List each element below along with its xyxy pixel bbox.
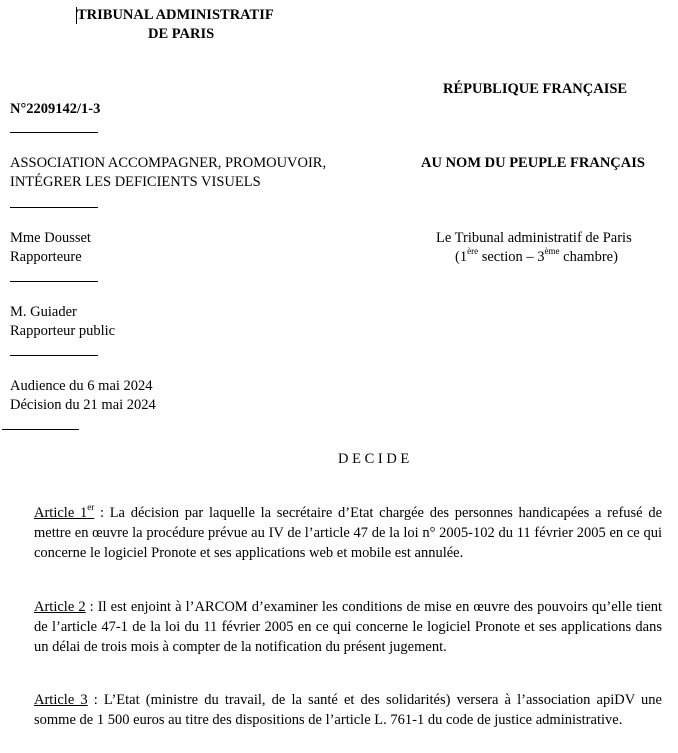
public-rapporteur-name: M. Guiader bbox=[10, 304, 77, 320]
court-name-line1: TRIBUNAL ADMINISTRATIF bbox=[77, 7, 274, 23]
section-open: (1 bbox=[455, 249, 468, 265]
party-line1: ASSOCIATION ACCOMPAGNER, PROMOUVOIR, bbox=[10, 155, 327, 171]
divider bbox=[10, 281, 98, 282]
section-mid: section – 3 bbox=[478, 249, 545, 265]
article-3-text: : L’Etat (ministre du travail, de la santé et des solidarités) versera à l’association apiDV une somme de 1 500 euros au titre des dispositions de l’article L. 761-1 du code de justice administrative. bbox=[34, 692, 662, 728]
tribunal-name: Le Tribunal administratif de Paris bbox=[436, 230, 632, 246]
divider bbox=[10, 207, 98, 208]
republic-heading: RÉPUBLIQUE FRANÇAISE bbox=[443, 81, 628, 97]
article-2-label: Article 2 bbox=[34, 599, 86, 615]
article-1-text: : La décision par laquelle la secrétaire d’Etat chargée des personnes handicapées a refusé de mettre en œuvre la procédure prévue au IV de l’article 47 de la loi n° 2005-102 du 11 février 2005 en ce qui concerne le logiciel Pronote et ses applications web et mobile est annulée. bbox=[34, 505, 662, 561]
hearing-date: Audience du 6 mai 2024 bbox=[10, 378, 153, 394]
people-heading: AU NOM DU PEUPLE FRANÇAIS bbox=[421, 155, 645, 171]
party-line2: INTÉGRER LES DEFICIENTS VISUELS bbox=[10, 174, 261, 190]
article-2 bbox=[34, 597, 662, 657]
decide-heading: D E C I D E bbox=[338, 451, 410, 467]
section-close: chambre) bbox=[559, 249, 618, 265]
tribunal-section bbox=[455, 248, 618, 267]
section-sup1: ère bbox=[467, 246, 479, 257]
divider bbox=[10, 132, 98, 133]
article-3-label: Article 3 bbox=[34, 692, 88, 708]
article-1 bbox=[34, 503, 662, 563]
rapporteur-name: Mme Dousset bbox=[10, 230, 91, 246]
section-sup2: ème bbox=[544, 246, 560, 257]
rapporteur-role: Rapporteure bbox=[10, 249, 82, 265]
court-name-line2: DE PARIS bbox=[148, 26, 215, 42]
case-number: N°2209142/1-3 bbox=[10, 101, 101, 117]
decision-date: Décision du 21 mai 2024 bbox=[10, 397, 156, 413]
divider bbox=[2, 429, 79, 430]
article-1-label: Article 1er bbox=[34, 502, 95, 521]
public-rapporteur-role: Rapporteur public bbox=[10, 323, 116, 339]
article-2-text: : Il est enjoint à l’ARCOM d’examiner les conditions de mise en œuvre des pouvoirs qu’elle tient de l’article 47-1 de la loi du 11 février 2005 en ce qui concerne le logiciel Pronote et ses applications dans un délai de trois mois à compter de la notification du présent jugement. bbox=[34, 599, 662, 655]
divider bbox=[10, 355, 98, 356]
article-3 bbox=[34, 690, 662, 730]
